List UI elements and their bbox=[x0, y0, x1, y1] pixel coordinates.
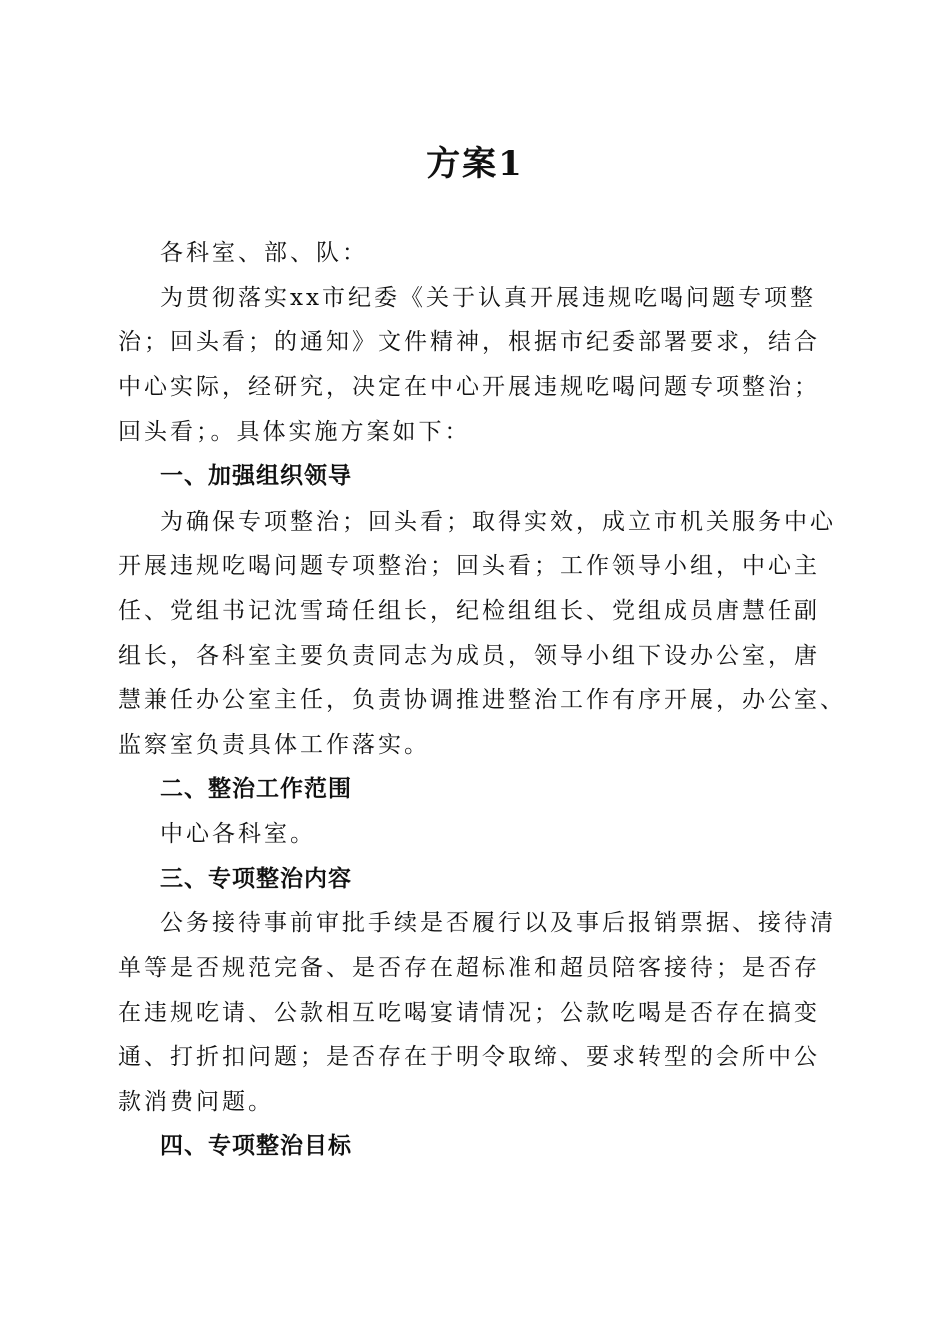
body-line: 通、打折扣问题；是否存在于明令取缔、要求转型的会所中公 bbox=[118, 1044, 820, 1070]
body-line: 开展违规吃喝问题专项整治；回头看；工作领导小组，中心主 bbox=[118, 553, 820, 579]
body-line: 监察室负责具体工作落实。 bbox=[118, 732, 430, 758]
body-line: 组长，各科室主要负责同志为成员，领导小组下设办公室，唐 bbox=[118, 643, 820, 669]
body-line: 款消费问题。 bbox=[118, 1089, 274, 1115]
intro-line: 为贯彻落实xx市纪委《关于认真开展违规吃喝问题专项整 bbox=[160, 285, 816, 311]
section-heading: 二、整治工作范围 bbox=[160, 776, 352, 802]
body-line: 慧兼任办公室主任，负责协调推进整治工作有序开展，办公室、 bbox=[118, 687, 846, 713]
intro-line: 回头看；。具体实施方案如下： bbox=[118, 419, 471, 445]
section-heading: 四、专项整治目标 bbox=[160, 1133, 352, 1159]
body-line: 单等是否规范完备、是否存在超标准和超员陪客接待；是否存 bbox=[118, 955, 820, 981]
salutation: 各科室、部、队： bbox=[160, 240, 368, 266]
body-line: 任、党组书记沈雪琦任组长，纪检组组长、党组成员唐慧任副 bbox=[118, 598, 820, 624]
body-line: 在违规吃请、公款相互吃喝宴请情况；公款吃喝是否存在搞变 bbox=[118, 1000, 820, 1026]
body-line: 中心各科室。 bbox=[160, 821, 316, 847]
body-line: 公务接待事前审批手续是否履行以及事后报销票据、接待清 bbox=[160, 910, 836, 936]
document-title: 方案1 bbox=[426, 144, 524, 184]
intro-line: 中心实际，经研究，决定在中心开展违规吃喝问题专项整治； bbox=[118, 374, 820, 400]
section-heading: 一、加强组织领导 bbox=[160, 463, 352, 489]
intro-line: 治；回头看；的通知》文件精神，根据市纪委部署要求，结合 bbox=[118, 329, 820, 355]
section-heading: 三、专项整治内容 bbox=[160, 866, 352, 892]
body-line: 为确保专项整治；回头看；取得实效，成立市机关服务中心 bbox=[160, 509, 836, 535]
